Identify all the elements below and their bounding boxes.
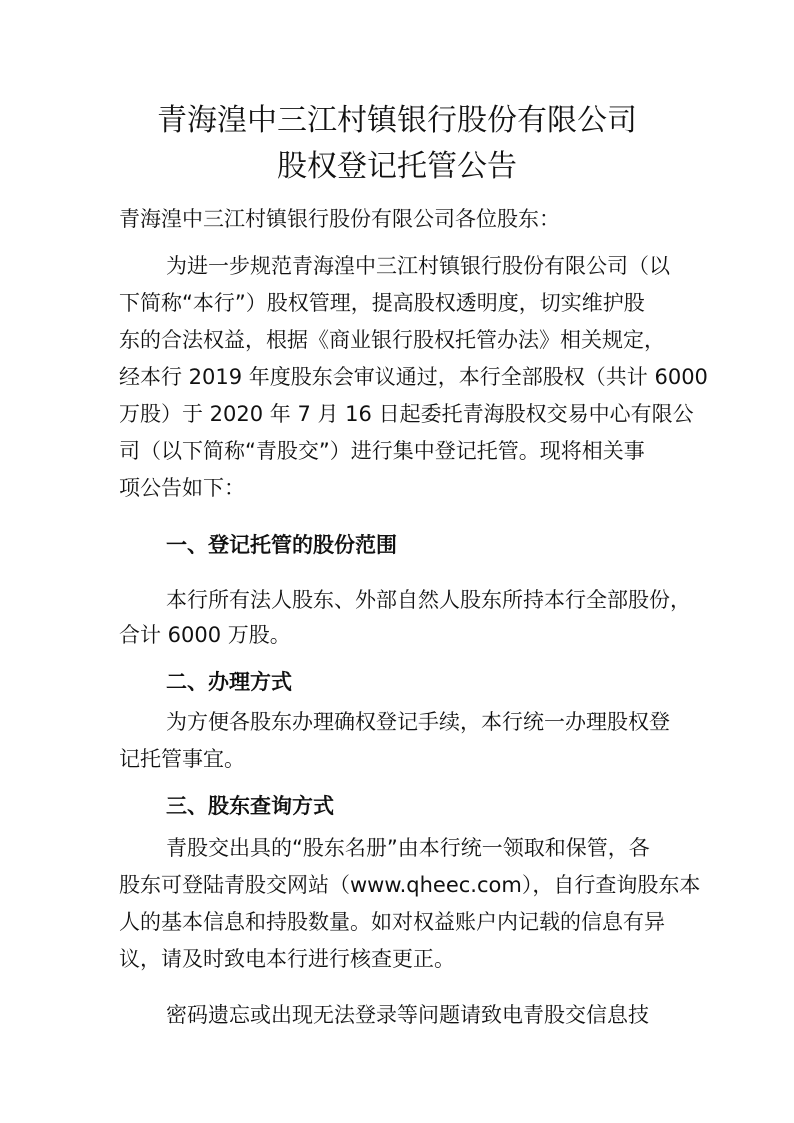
intro-line-6: 司（以下简称“青股交”）进行集中登记托管。现将相关事 bbox=[119, 439, 645, 463]
section-1-line-1: 本行所有法人股东、外部自然人股东所持本行全部股份， bbox=[166, 588, 691, 612]
intro-line-4: 经本行 2019 年度股东会审议通过，本行全部股权（共计 6000 bbox=[119, 365, 708, 389]
intro-line-2: 下简称“本行”）股权管理，提高股权透明度，切实维护股 bbox=[119, 291, 645, 315]
section-3-heading: 三、股东查询方式 bbox=[166, 794, 334, 818]
intro-line-5: 万股）于 2020 年 7 月 16 日起委托青海股权交易中心有限公 bbox=[119, 402, 694, 426]
salutation: 青海湟中三江村镇银行股份有限公司各位股东： bbox=[119, 207, 560, 231]
section-2-heading: 二、办理方式 bbox=[166, 670, 292, 694]
section-3-line-1: 青股交出具的“股东名册”由本行统一领取和保管，各 bbox=[166, 836, 650, 860]
section-2-line-1: 为方便各股东办理确权登记手续，本行统一办理股权登 bbox=[166, 710, 670, 734]
section-1-heading: 一、登记托管的股份范围 bbox=[166, 533, 397, 557]
intro-line-1: 为进一步规范青海湟中三江村镇银行股份有限公司（以 bbox=[166, 254, 670, 278]
section-3-line-3: 人的基本信息和持股数量。如对权益账户内记载的信息有异 bbox=[119, 910, 665, 934]
section-3-line-2: 股东可登陆青股交网站（www.qheec.com），自行查询股东本 bbox=[119, 873, 701, 897]
intro-line-3: 东的合法权益，根据《商业银行股权托管办法》相关规定， bbox=[119, 328, 665, 352]
document-title-line-2: 股权登记托管公告 bbox=[277, 149, 517, 184]
section-2-line-2: 记托管事宜。 bbox=[119, 747, 245, 771]
intro-line-7: 项公告如下： bbox=[119, 476, 245, 500]
section-1-line-2: 合计 6000 万股。 bbox=[119, 623, 291, 647]
section-3-line-5: 密码遗忘或出现无法登录等问题请致电青股交信息技 bbox=[166, 1003, 649, 1027]
document-title-line-1: 青海湟中三江村镇银行股份有限公司 bbox=[157, 103, 637, 138]
section-3-line-4: 议，请及时致电本行进行核查更正。 bbox=[119, 947, 455, 971]
